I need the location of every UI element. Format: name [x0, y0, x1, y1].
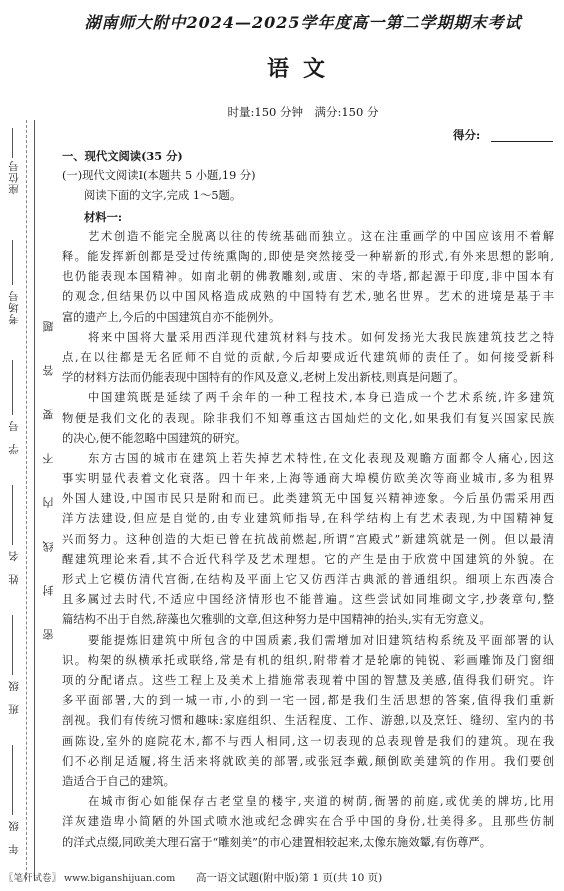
- time-info: 时量:150 分钟 满分:150 分: [227, 105, 379, 119]
- seat-number-label: 座位号: [8, 160, 20, 195]
- paragraph-5-line: 画陈设,室外的庭院花木,都不与西人相同,这一切表现的总表现曾是我们的建筑。现在我: [62, 734, 554, 748]
- paragraph-5-line: 项的分配诸点。这些工程上及美术上措施常表现着中国的智慧及美感,值得我们研究。许: [62, 674, 554, 687]
- paragraph-3-line: 中国建筑既是延续了两千余年的一种工程技术,本身已造成一个艺术系统,许多建筑: [88, 391, 554, 405]
- exam-room-label: 考场号: [8, 290, 20, 325]
- passage-body: [62, 227, 554, 853]
- reading-section: [62, 146, 554, 853]
- binding-strip: [0, 120, 58, 880]
- paragraph-1-line: 的观念,但结果仍以中国风格造成成熟的中国特有艺术,驰名世界。艺术的进境是基于丰: [62, 290, 554, 304]
- paragraph-5-line: 多平面部署,大的到一城一市,小的到一宅一园,都是我们生活思想的答案,值得我们重新: [62, 694, 554, 708]
- paragraph-1-line: 释。能发挥新创都是受过传统熏陶的,即使是突然接受一种崭新的形式,有外来思想的影响,: [62, 250, 554, 263]
- paragraph-6-line: 洋灰建造卑小简陋的外国式喷水池或纪念碑实在合乎中国的身份,壮美得多。且那些仿制: [62, 815, 554, 829]
- paragraph-5-line: 们不必削足适履,将生活来将就欧美的部署,或张冠李戴,颠倒欧美建筑的作用。我们要创: [62, 754, 554, 768]
- paragraph-1-line: 也仍能表现本国精神。如南北朝的佛教雕刻,或唐、宋的寺塔,都起源于印度,非中国本有: [62, 270, 554, 284]
- paragraph-3-line: 物便是我们文化的表现。除非我们不知尊重这古国灿烂的文化,如果我们有复兴国家民族: [62, 411, 554, 425]
- source-watermark: 〖笔杆试卷〗 www.biganshijuan.com: [4, 873, 176, 884]
- paragraph-4-line: 东方古国的城市在建筑上若失掉艺术特性,在文化表现及观瞻方面都令人痛心,因这: [88, 451, 554, 465]
- exam-title: 湖南师大附中2024—2025学年度高一第二学期期末考试: [84, 13, 522, 32]
- paragraph-1-line: 艺术创造不能完全脱离以往的传统基础而独立。这在注重画学的中国应该用不着解: [88, 229, 554, 243]
- paragraph-4-line: 篇结构不出于自然,辞藻也欠雅驯的文章,但这种努力是中国精神的抬头,实有无穷意义。: [62, 613, 491, 627]
- material-label: 材料一:: [84, 209, 123, 224]
- paragraph-4-line: 外国人建设,中国市民只是附和而已。此类建筑无中国复兴精神迹象。今后虽仍需采用西: [62, 492, 554, 506]
- paragraph-4-line: 形式上它模仿清代宫衙,在结构及平面上它又仿西洋古典派的普通组织。细项上东西凑合: [62, 573, 554, 587]
- paragraph-4-line: 事实明显代表着文化衰落。四十年来,上海等通商大埠模仿欧美次等商业城市,多为租界: [62, 472, 554, 486]
- paragraph-4-line: 兴而努力。这种创造的大炬已曾在抗战前燃起,所谓“宫殿式”新建筑就是一例。但以最清: [62, 532, 554, 546]
- score-label: 得分:: [453, 128, 481, 142]
- class-label: 班 级: [8, 680, 20, 715]
- paragraph-5-line: 剖视。我们有传统习惯和趣味:家庭组织、生活程度、工作、游憩,以及烹饪、缝纫、室内的书: [62, 714, 554, 728]
- paragraph-6-line: 的洋式点缀,同欧美大理石富于“雕刻美”的市心建置相较起来,太像东施效颦,有伤尊严。: [62, 835, 492, 849]
- student-id-label: 学 号: [8, 420, 20, 455]
- instruction: 阅读下面的文字,完成 1～5题。: [84, 189, 242, 203]
- paragraph-2-line: 点,在以往都是无名匠师不自觉的贡献,今后却要成近代建筑师的责任了。如何接受新科: [62, 350, 554, 364]
- page-number: 高一语文试题(附中版)第 1 页(共 10 页): [196, 872, 383, 884]
- page-footer: [0, 868, 564, 888]
- paragraph-6-line: 在城市街心如能保存古老堂皇的楼宇,夹道的树荫,衙署的前庭,或优美的牌坊,比用: [88, 795, 554, 809]
- sub-heading: (一)现代文阅读Ⅰ(本题共 5 小题,19 分): [62, 169, 256, 183]
- paragraph-5-line: 造适合于自己的建筑。: [62, 774, 175, 788]
- subject-title: 语文: [266, 56, 339, 82]
- paragraph-4-line: 且多属过去时代,不适应中国经济情形也不能普遍。这些尝试如同堆砌文字,抄袭章句,整: [62, 593, 554, 607]
- paragraph-1-line: 富的遗产上,今后的中国建筑自亦不能例外。: [62, 310, 281, 324]
- seal-warning-text: 密 封 线 内 不 要 答 题: [42, 310, 55, 640]
- section-heading: 一、现代文阅读(35 分): [62, 149, 183, 163]
- paragraph-2-line: 将来中国将大量采用西洋现代建筑材料与技术。如何发扬光大我民族建筑技艺之特: [88, 330, 554, 344]
- score-blank: [491, 141, 553, 142]
- grade-label: 年 级: [8, 820, 20, 855]
- paragraph-4-line: 洋方法建设,但应是自觉的,由专业建筑师指导,在科学结构上有艺术表现,为中国精神复: [62, 512, 554, 526]
- cut-line: [26, 120, 27, 880]
- paragraph-3-line: 的决心,便不能忽略中国建筑的研究。: [62, 431, 247, 445]
- paragraph-5-line: 要能提炼旧建筑中所包含的中国质素,我们需增加对旧建筑结构系统及平面部署的认: [88, 633, 554, 647]
- seal-line: [34, 120, 35, 880]
- paragraph-4-line: 醒建筑理论来看,其不合近代科学及艺术理想。它的产生是由于欣赏中国建筑的外貌。在: [62, 552, 554, 566]
- paragraph-5-line: 识。构架的纵横承托或联络,常是有机的组织,附带着才是轮廓的钝锐、彩画雕饰及门窗细: [62, 653, 554, 667]
- name-label: 姓 名: [8, 550, 20, 585]
- paragraph-2-line: 学的材料方法而仍能表现中国特有的作风及意义,老树上发出新枝,则真是问题了。: [62, 371, 465, 385]
